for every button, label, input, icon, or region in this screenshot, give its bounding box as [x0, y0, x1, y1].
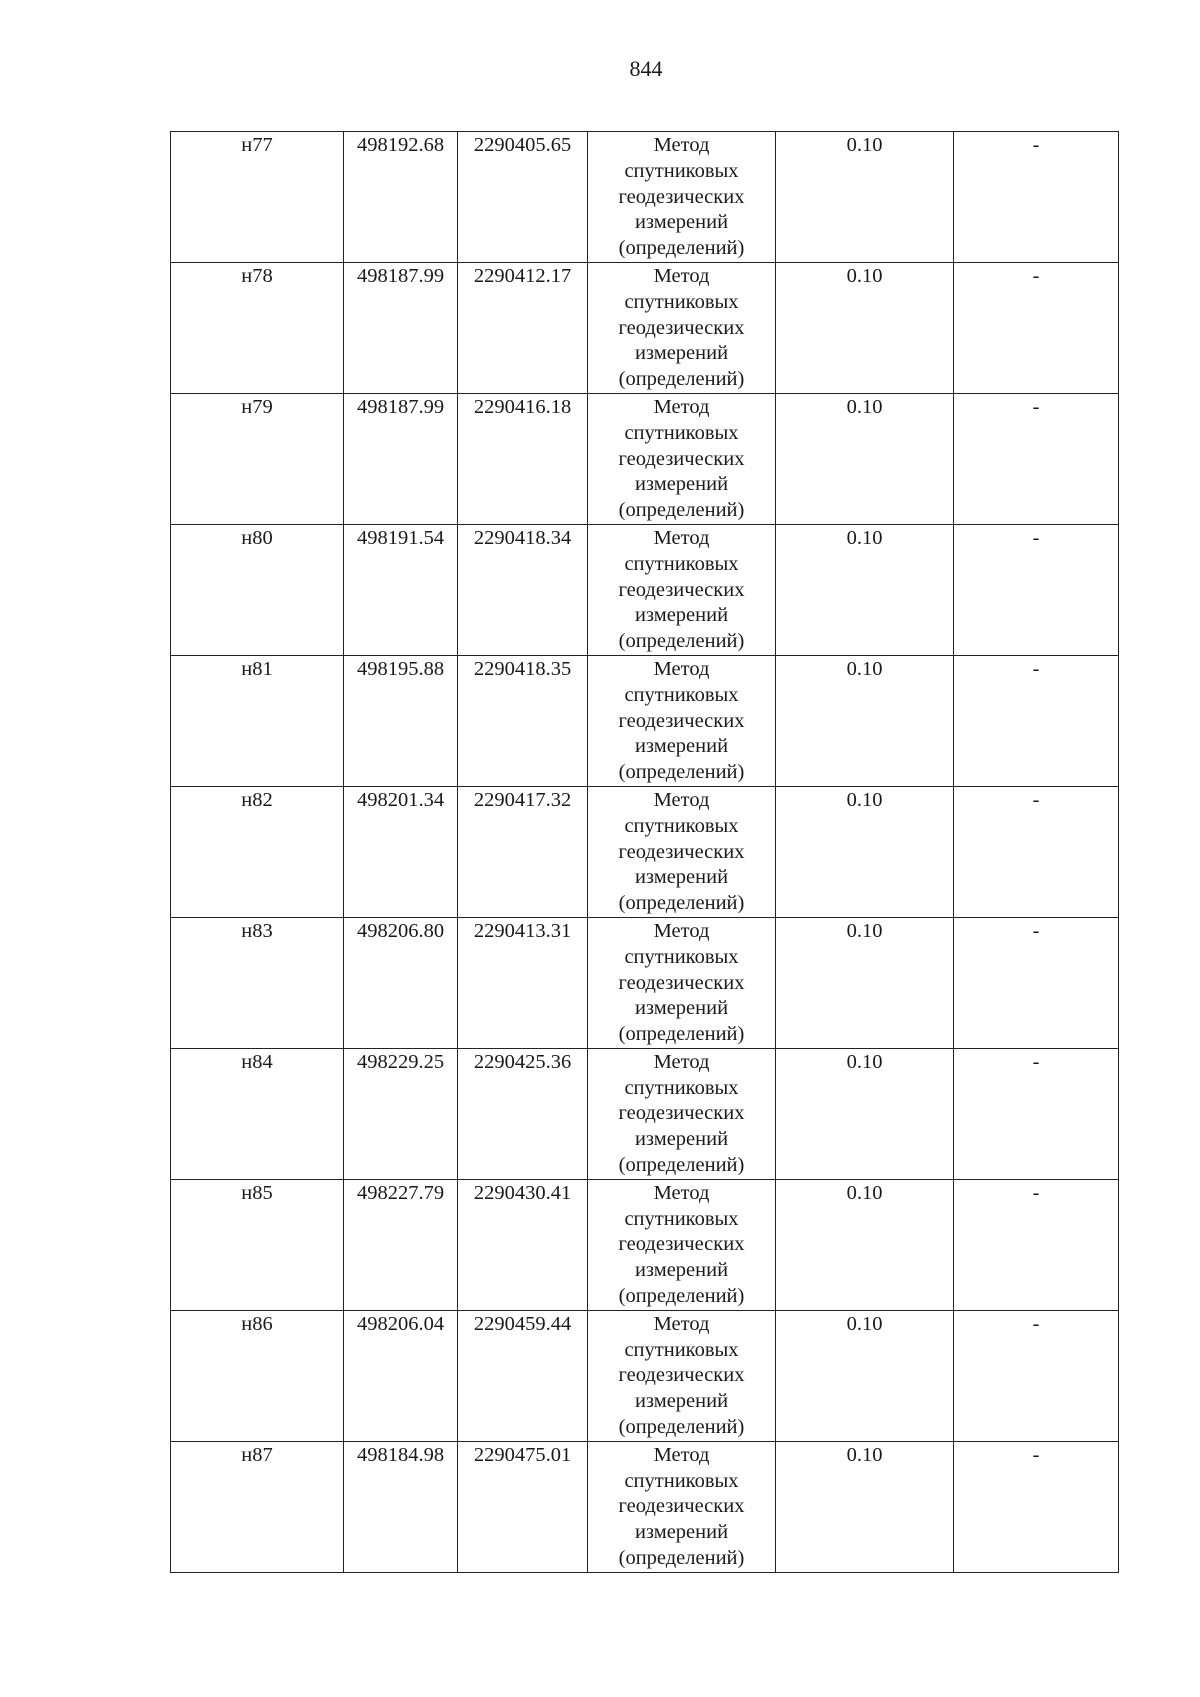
coordinates-table: [170, 131, 1119, 1573]
method-text-line: спутниковых: [624, 945, 739, 968]
y-coordinate-cell: 2290459.44: [458, 1310, 588, 1441]
point-name-cell: н80: [171, 524, 344, 655]
method-cell: [588, 786, 776, 917]
point-name-cell: н82: [171, 786, 344, 917]
note-cell: -: [954, 917, 1119, 1048]
table-row: [171, 1048, 1119, 1179]
method-text-line: спутниковых: [624, 1469, 739, 1492]
method-text-line: измерений: [634, 997, 729, 1020]
method-text-line: измерений: [634, 1390, 729, 1413]
x-coordinate-cell: 498191.54: [344, 524, 458, 655]
method-cell: [588, 1310, 776, 1441]
method-text-line: геодезических: [618, 971, 745, 994]
note-cell: -: [954, 262, 1119, 393]
y-coordinate-cell: 2290413.31: [458, 917, 588, 1048]
table-row: [171, 1179, 1119, 1310]
note-cell: -: [954, 1179, 1119, 1310]
accuracy-cell: 0.10: [776, 1048, 954, 1179]
method-text-line: измерений: [634, 1128, 729, 1151]
table-row: [171, 1441, 1119, 1572]
note-cell: -: [954, 524, 1119, 655]
accuracy-cell: 0.10: [776, 655, 954, 786]
method-text-line: Метод: [653, 657, 710, 680]
table-row: [171, 786, 1119, 917]
method-text-line: (определений): [618, 630, 745, 653]
table-row: [171, 917, 1119, 1048]
method-cell: [588, 1048, 776, 1179]
method-text-line: измерений: [634, 1259, 729, 1282]
x-coordinate-cell: 498184.98: [344, 1441, 458, 1572]
method-text-line: (определений): [618, 761, 745, 784]
method-text-line: (определений): [618, 1547, 745, 1570]
method-text-line: геодезических: [618, 1364, 745, 1387]
accuracy-cell: 0.10: [776, 132, 954, 263]
method-text-line: Метод: [653, 1312, 710, 1335]
method-text-line: спутниковых: [624, 1207, 739, 1230]
method-text-line: геодезических: [618, 185, 745, 208]
method-text-line: (определений): [618, 237, 745, 260]
method-text-line: спутниковых: [624, 683, 739, 706]
method-text-line: Метод: [653, 1050, 710, 1073]
method-cell: [588, 1179, 776, 1310]
method-text-line: (определений): [618, 368, 745, 391]
method-text-line: геодезических: [618, 447, 745, 470]
method-text-line: Метод: [653, 1181, 710, 1204]
method-text-line: Метод: [653, 788, 710, 811]
point-name-cell: н83: [171, 917, 344, 1048]
method-text-line: Метод: [653, 919, 710, 942]
method-text-line: измерений: [634, 342, 729, 365]
method-text-line: спутниковых: [624, 159, 739, 182]
point-name-cell: н85: [171, 1179, 344, 1310]
method-text-line: спутниковых: [624, 290, 739, 313]
point-name-cell: н77: [171, 132, 344, 263]
method-text-line: геодезических: [618, 840, 745, 863]
coordinates-table-body: [171, 132, 1119, 1573]
method-text-line: измерений: [634, 473, 729, 496]
method-text-line: спутниковых: [624, 421, 739, 444]
accuracy-cell: 0.10: [776, 1441, 954, 1572]
point-name-cell: н87: [171, 1441, 344, 1572]
method-text-line: геодезических: [618, 1495, 745, 1518]
method-text-line: Метод: [653, 395, 710, 418]
y-coordinate-cell: 2290475.01: [458, 1441, 588, 1572]
method-text-line: геодезических: [618, 709, 745, 732]
method-text-line: (определений): [618, 1154, 745, 1177]
method-text-line: геодезических: [618, 316, 745, 339]
method-text-line: (определений): [618, 892, 745, 915]
method-text-line: измерений: [634, 211, 729, 234]
point-name-cell: н86: [171, 1310, 344, 1441]
accuracy-cell: 0.10: [776, 1179, 954, 1310]
method-text-line: спутниковых: [624, 1076, 739, 1099]
y-coordinate-cell: 2290418.35: [458, 655, 588, 786]
method-cell: [588, 1441, 776, 1572]
table-row: [171, 393, 1119, 524]
note-cell: -: [954, 655, 1119, 786]
y-coordinate-cell: 2290416.18: [458, 393, 588, 524]
method-cell: [588, 655, 776, 786]
x-coordinate-cell: 498187.99: [344, 262, 458, 393]
method-text-line: измерений: [634, 866, 729, 889]
accuracy-cell: 0.10: [776, 393, 954, 524]
table-row: [171, 262, 1119, 393]
y-coordinate-cell: 2290430.41: [458, 1179, 588, 1310]
table-row: [171, 524, 1119, 655]
accuracy-cell: 0.10: [776, 524, 954, 655]
method-text-line: (определений): [618, 499, 745, 522]
method-cell: [588, 917, 776, 1048]
accuracy-cell: 0.10: [776, 1310, 954, 1441]
x-coordinate-cell: 498187.99: [344, 393, 458, 524]
note-cell: -: [954, 786, 1119, 917]
method-cell: [588, 132, 776, 263]
note-cell: -: [954, 1310, 1119, 1441]
y-coordinate-cell: 2290418.34: [458, 524, 588, 655]
method-text-line: Метод: [653, 526, 710, 549]
method-text-line: геодезических: [618, 1233, 745, 1256]
point-name-cell: н79: [171, 393, 344, 524]
point-name-cell: н84: [171, 1048, 344, 1179]
x-coordinate-cell: 498206.04: [344, 1310, 458, 1441]
method-text-line: спутниковых: [624, 814, 739, 837]
method-text-line: измерений: [634, 735, 729, 758]
accuracy-cell: 0.10: [776, 917, 954, 1048]
method-text-line: спутниковых: [624, 552, 739, 575]
method-text-line: измерений: [634, 1521, 729, 1544]
table-row: [171, 655, 1119, 786]
method-cell: [588, 524, 776, 655]
accuracy-cell: 0.10: [776, 262, 954, 393]
method-text-line: (определений): [618, 1285, 745, 1308]
accuracy-cell: 0.10: [776, 786, 954, 917]
method-text-line: геодезических: [618, 1102, 745, 1125]
method-text-line: Метод: [653, 264, 710, 287]
note-cell: -: [954, 1048, 1119, 1179]
method-cell: [588, 393, 776, 524]
x-coordinate-cell: 498229.25: [344, 1048, 458, 1179]
note-cell: -: [954, 132, 1119, 263]
page-number: 844: [629, 56, 663, 81]
table-row: [171, 1310, 1119, 1441]
method-text-line: Метод: [653, 134, 710, 156]
table-row: [171, 132, 1119, 263]
y-coordinate-cell: 2290405.65: [458, 132, 588, 263]
method-cell: [588, 262, 776, 393]
method-text-line: (определений): [618, 1416, 745, 1439]
y-coordinate-cell: 2290425.36: [458, 1048, 588, 1179]
point-name-cell: н81: [171, 655, 344, 786]
method-text-line: геодезических: [618, 578, 745, 601]
y-coordinate-cell: 2290412.17: [458, 262, 588, 393]
note-cell: -: [954, 1441, 1119, 1572]
x-coordinate-cell: 498195.88: [344, 655, 458, 786]
note-cell: -: [954, 393, 1119, 524]
point-name-cell: н78: [171, 262, 344, 393]
method-text-line: спутниковых: [624, 1338, 739, 1361]
method-text-line: (определений): [618, 1023, 745, 1046]
x-coordinate-cell: 498192.68: [344, 132, 458, 263]
y-coordinate-cell: 2290417.32: [458, 786, 588, 917]
method-text-line: измерений: [634, 604, 729, 627]
x-coordinate-cell: 498227.79: [344, 1179, 458, 1310]
x-coordinate-cell: 498201.34: [344, 786, 458, 917]
method-text-line: Метод: [653, 1443, 710, 1466]
x-coordinate-cell: 498206.80: [344, 917, 458, 1048]
